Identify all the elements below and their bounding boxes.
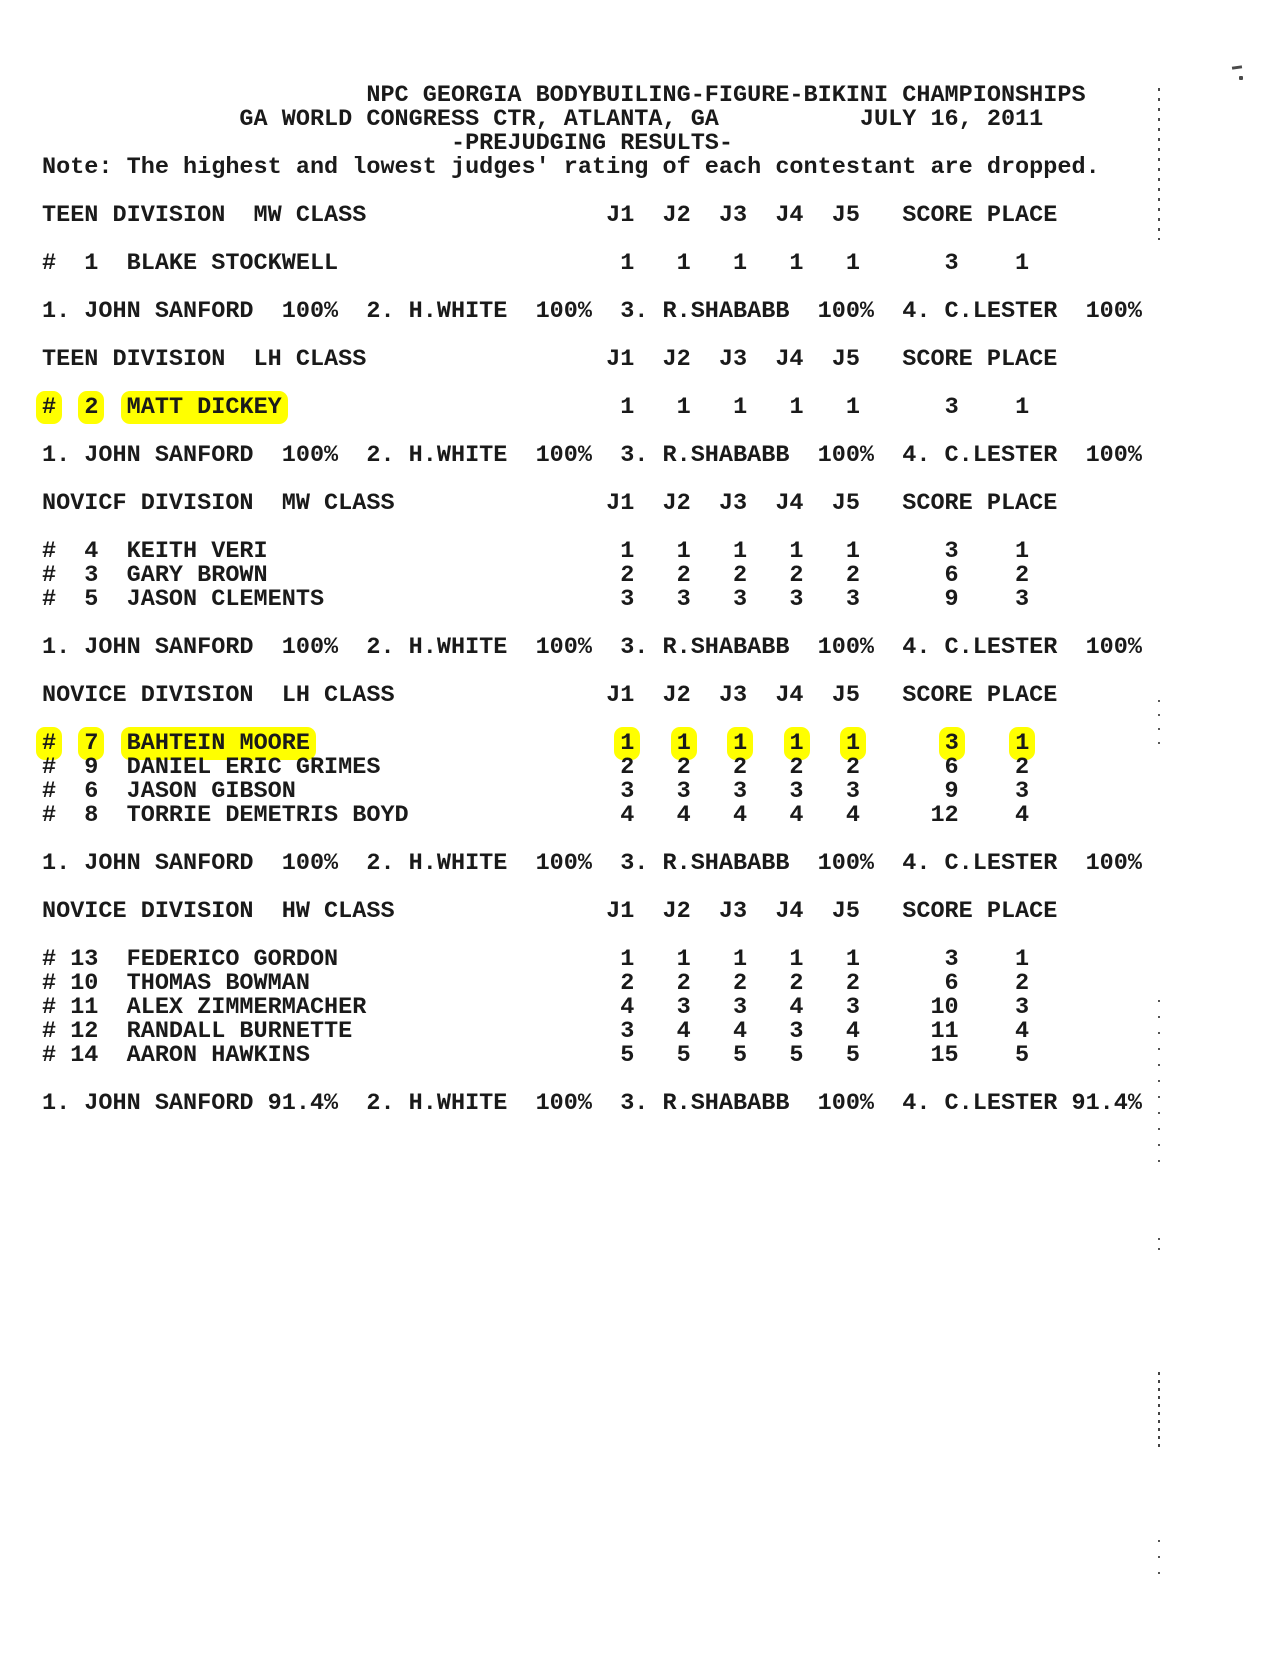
scan-artifact-dotted-line bbox=[1158, 1238, 1160, 1254]
highlight-mark: 1 bbox=[840, 727, 866, 760]
contestant-row bbox=[42, 756, 1142, 780]
subtitle bbox=[42, 132, 1142, 156]
text-segment: # 8 TORRIE DEMETRIS BOYD 4 4 4 4 4 12 4 bbox=[42, 802, 1030, 829]
section-header bbox=[42, 492, 1142, 516]
text-segment: -PREJUDGING RESULTS- bbox=[42, 130, 734, 157]
judges-line bbox=[42, 636, 1142, 660]
scan-artifact-dotted-line bbox=[1158, 1372, 1160, 1452]
scan-artifact-dotted-line bbox=[1158, 1000, 1160, 1170]
judges-line bbox=[42, 852, 1142, 876]
contestant-row bbox=[42, 996, 1142, 1020]
contestant-row-highlighted bbox=[42, 396, 1142, 420]
text-segment: 1. JOHN SANFORD 100% 2. H.WHITE 100% 3. R.SHABABB 100% 4. C.LESTER 100% bbox=[42, 442, 1142, 469]
blank-line bbox=[42, 516, 1142, 540]
contestant-row bbox=[42, 540, 1142, 564]
judges-line bbox=[42, 1092, 1142, 1116]
doc-title bbox=[42, 84, 1142, 108]
contestant-row bbox=[42, 1020, 1142, 1044]
text-segment: NPC GEORGIA BODYBUILING-FIGURE-BIKINI CHAMPIONSHIPS bbox=[42, 82, 1086, 109]
highlight-mark: 3 bbox=[939, 727, 965, 760]
text-segment: # 4 KEITH VERI 1 1 1 1 1 3 1 bbox=[42, 538, 1030, 565]
text-segment: 1. JOHN SANFORD 100% 2. H.WHITE 100% 3. R.SHABABB 100% 4. C.LESTER 100% bbox=[42, 298, 1142, 325]
highlight-mark: MATT DICKEY bbox=[121, 391, 288, 424]
highlight-mark: 7 bbox=[78, 727, 104, 760]
text-segment: # 10 THOMAS BOWMAN 2 2 2 2 2 6 2 bbox=[42, 970, 1030, 997]
text-segment bbox=[282, 394, 620, 421]
contestant-row bbox=[42, 564, 1142, 588]
text-segment: 1. JOHN SANFORD 91.4% 2. H.WHITE 100% 3. R.SHABABB 100% 4. C.LESTER 91.4% bbox=[42, 1090, 1142, 1117]
blank-line bbox=[42, 228, 1142, 252]
text-segment bbox=[310, 730, 620, 757]
blank-line bbox=[42, 324, 1142, 348]
scan-artifact-dotted-line bbox=[1158, 700, 1160, 752]
judges-line bbox=[42, 444, 1142, 468]
blank-line bbox=[42, 468, 1142, 492]
text-segment: # 3 GARY BROWN 2 2 2 2 2 6 2 bbox=[42, 562, 1030, 589]
section-header bbox=[42, 204, 1142, 228]
text-segment: 1. JOHN SANFORD 100% 2. H.WHITE 100% 3. R.SHABABB 100% 4. C.LESTER 100% bbox=[42, 850, 1142, 877]
text-segment bbox=[860, 730, 945, 757]
text-segment: TEEN DIVISION MW CLASS J1 J2 J3 J4 J5 SCORE PLACE bbox=[42, 202, 1058, 229]
text-segment: # 9 DANIEL ERIC GRIMES 2 2 2 2 2 6 2 bbox=[42, 754, 1030, 781]
text-segment: # 5 JASON CLEMENTS 3 3 3 3 3 9 3 bbox=[42, 586, 1030, 613]
text-segment: # 1 BLAKE STOCKWELL 1 1 1 1 1 3 1 bbox=[42, 250, 1030, 277]
section-header bbox=[42, 900, 1142, 924]
contestant-row bbox=[42, 804, 1142, 828]
blank-line bbox=[42, 924, 1142, 948]
contestant-row bbox=[42, 1044, 1142, 1068]
section-header bbox=[42, 684, 1142, 708]
text-segment: 1 1 1 1 1 3 1 bbox=[620, 394, 1030, 421]
blank-line bbox=[42, 660, 1142, 684]
text-segment: # 13 FEDERICO GORDON 1 1 1 1 1 3 1 bbox=[42, 946, 1030, 973]
contestant-row bbox=[42, 972, 1142, 996]
blank-line bbox=[42, 1068, 1142, 1092]
blank-line bbox=[42, 876, 1142, 900]
text-segment bbox=[959, 730, 1015, 757]
document-text bbox=[42, 84, 1142, 1116]
note-line bbox=[42, 156, 1142, 180]
highlight-mark: 1 bbox=[671, 727, 697, 760]
text-segment: # 6 JASON GIBSON 3 3 3 3 3 9 3 bbox=[42, 778, 1030, 805]
contestant-row bbox=[42, 948, 1142, 972]
scan-artifact-dash bbox=[1232, 65, 1242, 69]
judges-line bbox=[42, 300, 1142, 324]
section-header bbox=[42, 348, 1142, 372]
highlight-mark: 1 bbox=[784, 727, 810, 760]
blank-line bbox=[42, 828, 1142, 852]
highlight-mark: 1 bbox=[1009, 727, 1035, 760]
text-segment: TEEN DIVISION LH CLASS J1 J2 J3 J4 J5 SCORE PLACE bbox=[42, 346, 1058, 373]
venue-date-line bbox=[42, 108, 1142, 132]
scan-artifact-dotted-line bbox=[1158, 88, 1160, 240]
highlight-mark: 1 bbox=[614, 727, 640, 760]
highlight-mark: 2 bbox=[78, 391, 104, 424]
text-segment: Note: The highest and lowest judges' rating of each contestant are dropped. bbox=[42, 154, 1100, 181]
contestant-row-highlighted bbox=[42, 732, 1142, 756]
highlight-mark: 1 bbox=[727, 727, 753, 760]
text-segment: NOVICE DIVISION LH CLASS J1 J2 J3 J4 J5 SCORE PLACE bbox=[42, 682, 1058, 709]
text-segment: # 12 RANDALL BURNETTE 3 4 4 3 4 11 4 bbox=[42, 1018, 1030, 1045]
text-segment: NOVICF DIVISION MW CLASS J1 J2 J3 J4 J5 SCORE PLACE bbox=[42, 490, 1058, 517]
contestant-row bbox=[42, 588, 1142, 612]
text-segment: NOVICE DIVISION HW CLASS J1 J2 J3 J4 J5 SCORE PLACE bbox=[42, 898, 1058, 925]
scan-artifact-dot bbox=[1239, 76, 1243, 80]
text-segment: 1. JOHN SANFORD 100% 2. H.WHITE 100% 3. R.SHABABB 100% 4. C.LESTER 100% bbox=[42, 634, 1142, 661]
text-segment: # 11 ALEX ZIMMERMACHER 4 3 3 4 3 10 3 bbox=[42, 994, 1030, 1021]
text-segment: GA WORLD CONGRESS CTR, ATLANTA, GA JULY 16, 2011 bbox=[42, 106, 1044, 133]
highlight-mark: # bbox=[36, 727, 62, 760]
blank-line bbox=[42, 276, 1142, 300]
blank-line bbox=[42, 180, 1142, 204]
blank-line bbox=[42, 612, 1142, 636]
contestant-row bbox=[42, 252, 1142, 276]
highlight-mark: # bbox=[36, 391, 62, 424]
text-segment: # 14 AARON HAWKINS 5 5 5 5 5 15 5 bbox=[42, 1042, 1030, 1069]
contestant-row bbox=[42, 780, 1142, 804]
scan-artifact-dotted-line bbox=[1158, 1540, 1160, 1586]
highlight-mark: BAHTEIN MOORE bbox=[121, 727, 316, 760]
